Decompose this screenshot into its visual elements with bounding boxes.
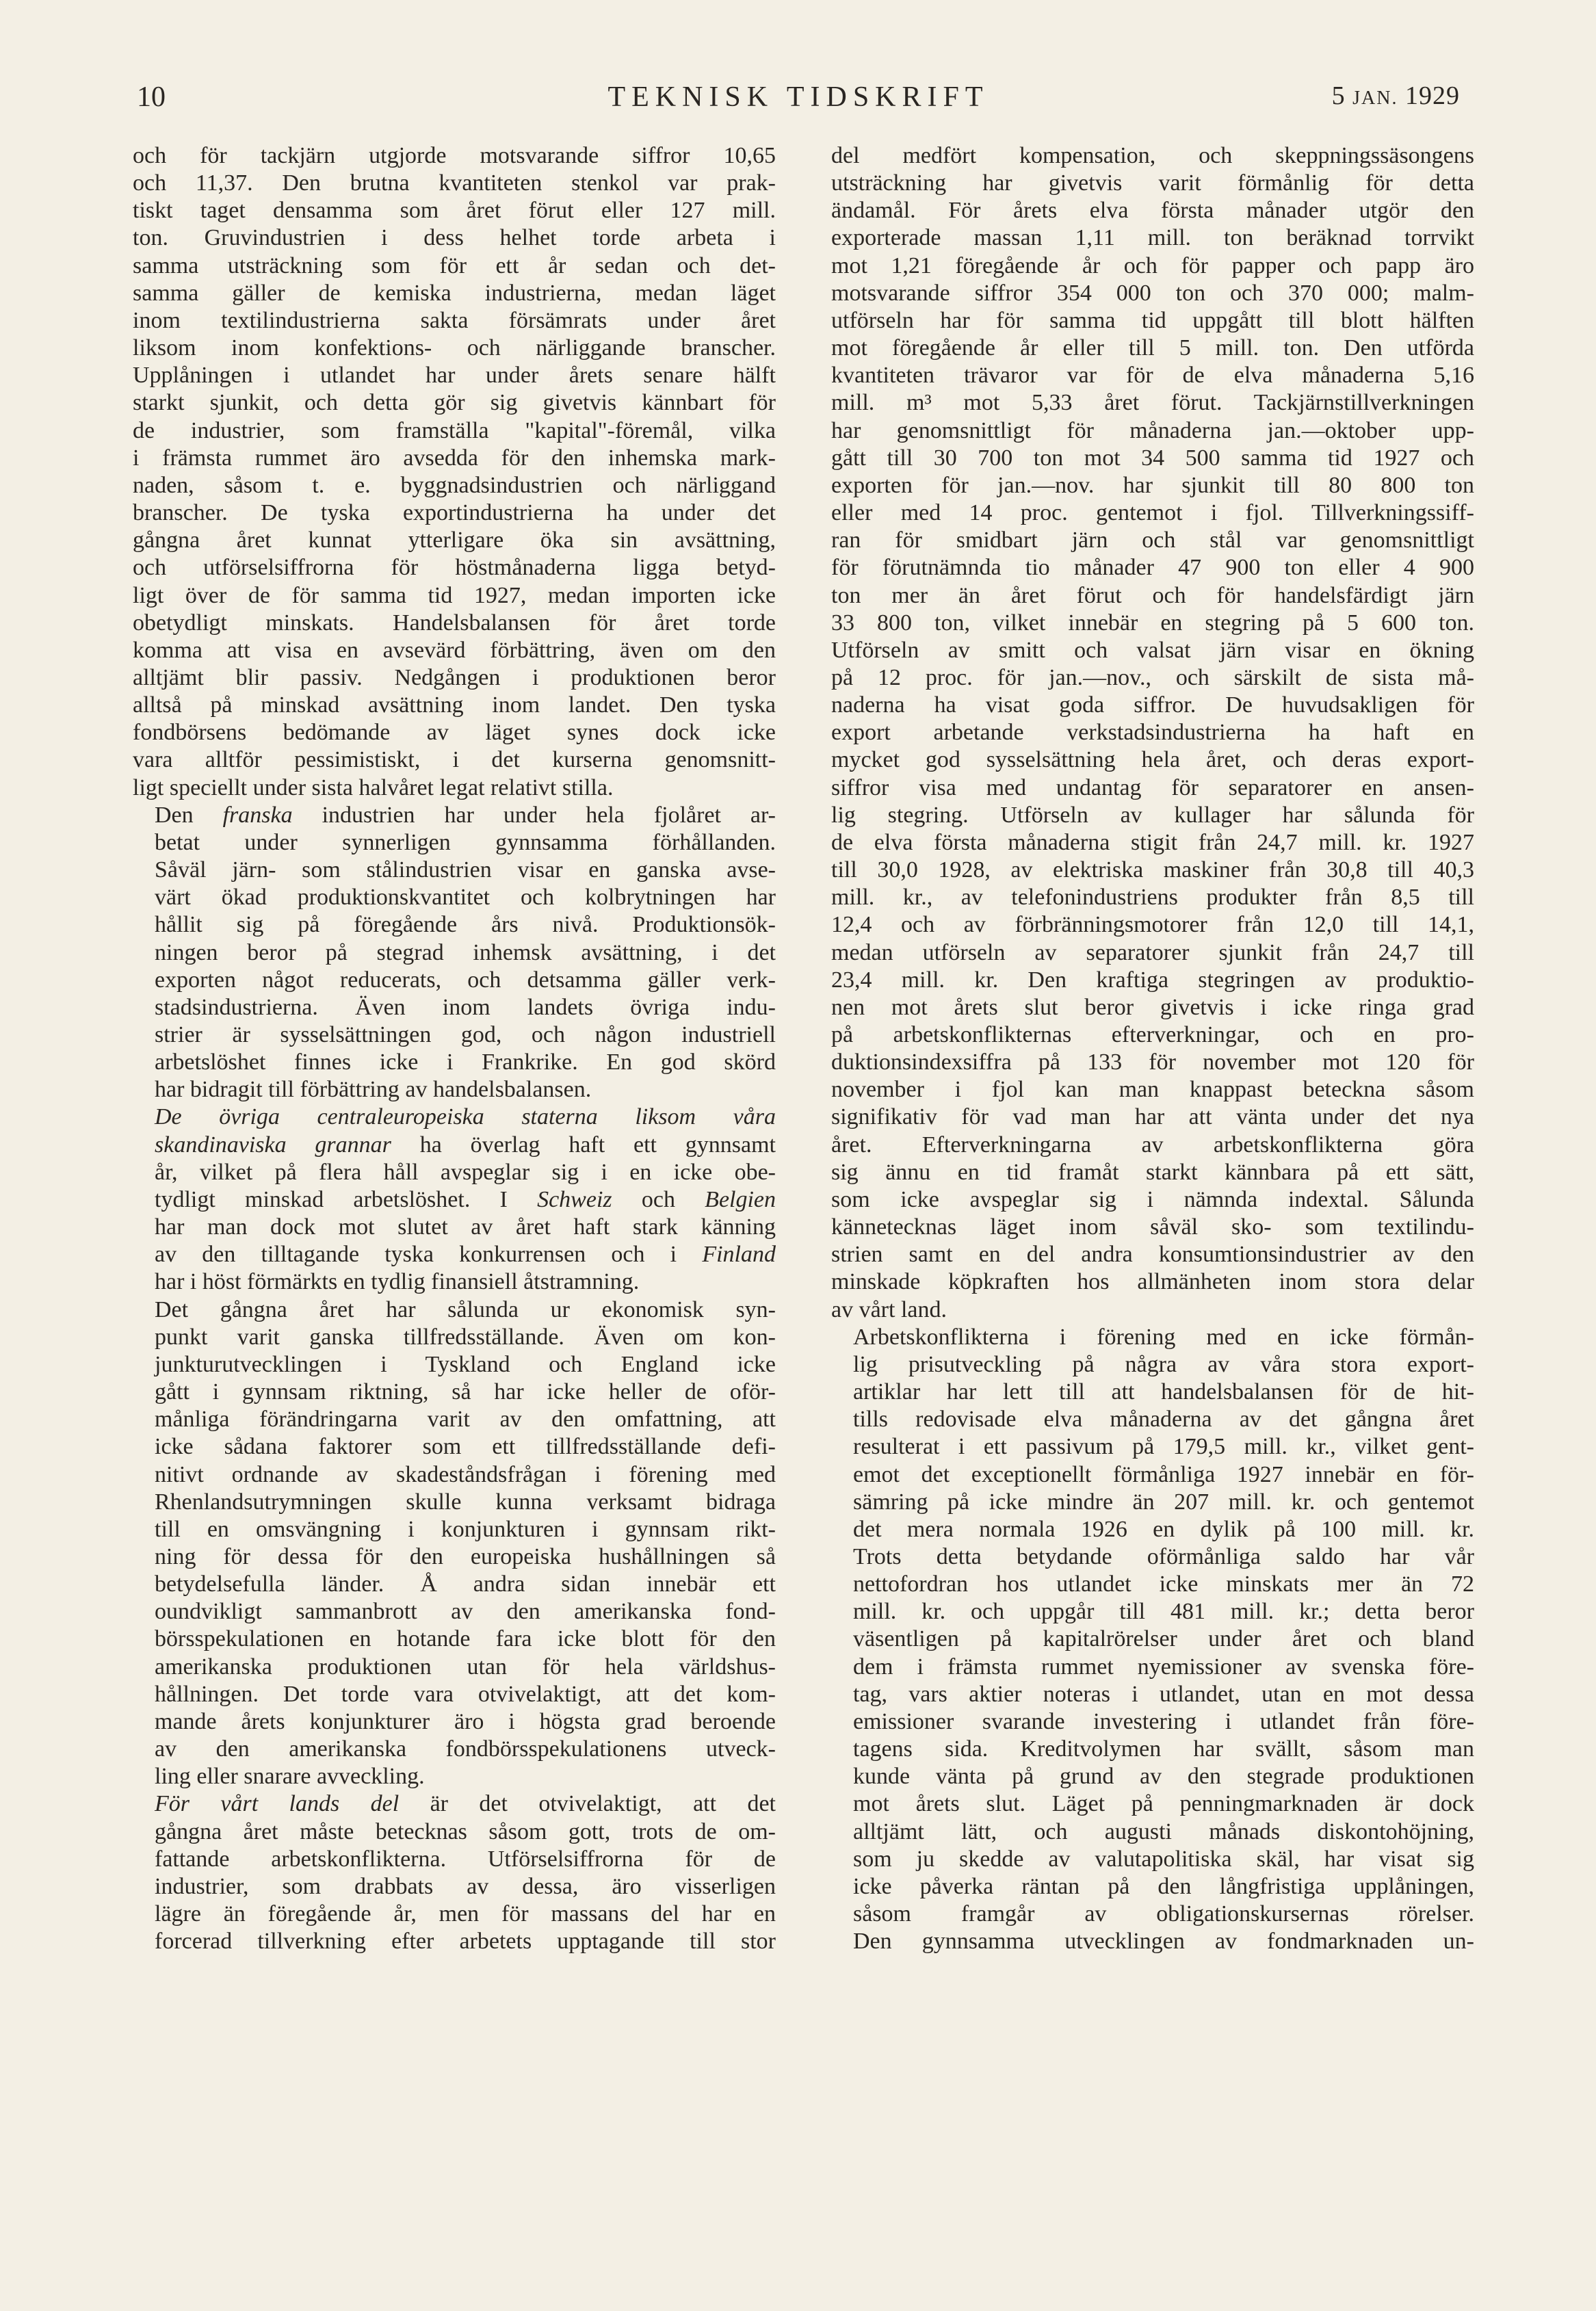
- text-line: de elva första månaderna stigit från 24,7 mill. kr. 1927: [831, 829, 1474, 855]
- text-line: månliga förändringarna varit av den omfattning, att: [155, 1407, 776, 1433]
- text-line: amerikanska produktionen utan för hela världshus-: [155, 1654, 776, 1680]
- text-line: hållit sig på föregående års nivå. Produktionsök-: [155, 912, 776, 938]
- text-line: har man dock mot slutet av året haft stark känning: [155, 1214, 776, 1240]
- text-line: del medfört kompensation, och skeppningssäsongens: [831, 143, 1474, 168]
- text-line: gått i gynnsam riktning, så har icke heller de oför-: [155, 1379, 776, 1405]
- text-line: resulterat i ett passivum på 179,5 mill. kr., vilket gent-: [853, 1434, 1474, 1460]
- text-line: det mera normala 1926 en dylik på 100 mill. kr.: [853, 1516, 1474, 1542]
- text-line: Arbetskonflikterna i förening med en icke förmån-: [853, 1324, 1474, 1350]
- text-line: tag, vars aktier noteras i utlandet, utan en mot dessa: [853, 1681, 1474, 1707]
- text-line: mande årets konjunkturer äro i högsta grad beroende: [155, 1708, 776, 1734]
- text-line: hållningen. Det torde vara otvivelaktigt, att det kom-: [155, 1681, 776, 1707]
- emphasis: franska: [222, 802, 293, 828]
- date-month: JAN.: [1352, 88, 1398, 109]
- text-line: nettofordran hos utlandet icke minskats mer än 72: [853, 1571, 1474, 1597]
- text-line: av vårt land.: [831, 1296, 947, 1322]
- text-line: sig ännu en tid framåt starkt kännbara på ett sätt,: [831, 1159, 1474, 1185]
- paragraph: [133, 142, 776, 802]
- text-line: mycket god sysselsättning hela året, och deras export-: [831, 747, 1474, 773]
- text-line: alltjämt lätt, och augusti månads diskontohöjning,: [853, 1818, 1474, 1844]
- paragraph: [831, 142, 1474, 1324]
- text-line: år, vilket på flera håll avspeglar sig i en icke obe-: [155, 1159, 776, 1185]
- text-line: kvantiteten trävaror var för de elva månaderna 5,16: [831, 363, 1474, 389]
- text-line: mot årets slut. Läget på penningmarknaden är dock: [853, 1791, 1474, 1817]
- emphasis: skandinaviska grannar: [155, 1132, 391, 1158]
- text-line: som ju skedde av valutapolitiska skäl, har visat sig: [853, 1846, 1474, 1872]
- text-line: börsspekulationen en hotande fara icke blott för den: [155, 1626, 776, 1652]
- date-year: 1929: [1405, 81, 1460, 110]
- text-line: junkturutvecklingen i Tyskland och England icke: [155, 1351, 776, 1377]
- text-line: värt ökad produktionskvantitet och kolbrytningen har: [155, 885, 776, 911]
- text-line: artiklar har lett till att handelsbalansen för de hit-: [853, 1379, 1474, 1405]
- text-line: lig prisutveckling på några av våra stora export-: [853, 1351, 1474, 1377]
- text-line: betydelsefulla länder. Å andra sidan innebär ett: [155, 1571, 776, 1597]
- paragraph: [831, 1324, 1474, 1956]
- emphasis: Schweiz: [537, 1186, 612, 1212]
- text-line: [133, 1241, 776, 1268]
- text-line: eller med 14 proc. gentemot i fjol. Tillverkningssiff-: [831, 500, 1474, 526]
- text-line: mot 1,21 föregående år och för papper och papp äro: [831, 252, 1474, 278]
- text-line: [133, 1132, 776, 1159]
- text-line: stadsindustrierna. Även inom landets övriga indu-: [155, 994, 776, 1020]
- paragraph: [133, 1790, 776, 1955]
- text-line: ton. Gruvindustrien i dess helhet torde arbeta i: [133, 225, 776, 251]
- text-line: Trots detta betydande oförmånliga saldo har vår: [853, 1543, 1474, 1569]
- text-line: nen mot årets slut beror givetvis i icke ringa grad: [831, 994, 1474, 1020]
- paragraph: [133, 802, 776, 1104]
- text-line: ligt över de för samma tid 1927, medan importen icke: [133, 582, 776, 608]
- text-line: ningen beror på stegrad inhemsk avsättning, i det: [155, 939, 776, 965]
- text-line: gångna året måste betecknas såsom gott, trots de om-: [155, 1818, 776, 1844]
- text-line: forcerad tillverkning efter arbetets upptagande till stor: [155, 1929, 776, 1955]
- text: Den: [155, 802, 223, 828]
- text-line: och för tackjärn utgjorde motsvarande siffror 10,65: [133, 143, 776, 168]
- text-line: exporten för jan.—nov. har sjunkit till 80 800 ton: [831, 472, 1474, 498]
- emphasis: Belgien: [705, 1186, 776, 1212]
- text-line: ning för dessa för den europeiska hushållningen så: [155, 1543, 776, 1569]
- text-line: duktionsindexsiffra på 133 för november mot 120 för: [831, 1049, 1474, 1075]
- text-line: exporterade massan 1,11 mill. ton beräknad torrvikt: [831, 225, 1474, 251]
- text-line: kännetecknas läget inom såväl sko- som textilindu-: [831, 1214, 1474, 1240]
- text-line: Rhenlandsutrymningen skulle kunna verksamt bidraga: [155, 1489, 776, 1515]
- text-line: har genomsnittligt för månaderna jan.—oktober upp-: [831, 417, 1474, 443]
- text: av den tilltagande tyska konkurrensen och i: [155, 1242, 703, 1268]
- text-line: obetydligt minskats. Handelsbalansen för året torde: [133, 610, 776, 636]
- text-line: såsom framgår av obligationskursernas rörelser.: [853, 1901, 1474, 1927]
- emphasis: Finland: [702, 1242, 776, 1268]
- text-line: de industrier, som framställa "kapital"-föremål, vilka: [133, 417, 776, 443]
- text-line: som icke avspeglar sig i nämnda indextal. Sålunda: [831, 1186, 1474, 1212]
- text-line: 12,4 och av förbränningsmotorer från 12,0 till 14,1,: [831, 912, 1474, 938]
- text: tydligt minskad arbetslöshet. I: [155, 1186, 538, 1212]
- text-line: ton mer än året förut och för handelsfärdigt järn: [831, 582, 1474, 608]
- text-line: liksom inom konfektions- och närliggande branscher.: [133, 335, 776, 361]
- text-line: på 12 proc. för jan.—nov., och särskilt de sista må-: [831, 664, 1474, 690]
- text-line: nitivt ordnande av skadeståndsfrågan i förening med: [155, 1461, 776, 1487]
- text-line: naden, såsom t. e. byggnadsindustrien och närliggand: [133, 472, 776, 498]
- page-header: [137, 81, 1460, 122]
- text-line: fattande arbetskonflikterna. Utförselsiffrorna för de: [155, 1846, 776, 1872]
- text: och: [612, 1186, 705, 1212]
- text-line: till 30,0 1928, av elektriska maskiner från 30,8 till 40,3: [831, 857, 1474, 883]
- paragraph: [133, 1296, 776, 1791]
- text-line: 33 800 ton, vilket innebär en stegring på 5 600 ton.: [831, 610, 1474, 636]
- issue-date: [1332, 81, 1460, 111]
- text-line: motsvarande siffror 354 000 ton och 370 000; malm-: [831, 280, 1474, 306]
- text-line: strien samt en del andra konsumtionsindustrier av den: [831, 1242, 1474, 1268]
- text-line: siffror visa med undantag för separatorer en ansen-: [831, 774, 1474, 800]
- text-line: branscher. De tyska exportindustrierna ha under det: [133, 500, 776, 526]
- date-day: 5: [1331, 81, 1346, 110]
- text-line: i främsta rummet äro avsedda för den inhemska mark-: [133, 445, 776, 471]
- text-line: ling eller snarare avveckling.: [155, 1764, 425, 1790]
- text-line: export arbetande verkstadsindustrierna ha haft en: [831, 720, 1474, 746]
- text-line: industrier, som drabbats av dessa, äro visserligen: [155, 1873, 776, 1899]
- text-line: samma utsträckning som för ett år sedan och det-: [133, 252, 776, 278]
- text-line: gått till 30 700 ton mot 34 500 samma tid 1927 och: [831, 445, 1474, 471]
- text-line: väsentligen på kapitalrörelser under året och bland: [853, 1626, 1474, 1652]
- text-line: för förutnämnda tio månader 47 900 ton eller 4 900: [831, 555, 1474, 581]
- paragraph: [133, 1104, 776, 1296]
- text-line: arbetslöshet finnes icke i Frankrike. En god skörd: [155, 1049, 776, 1075]
- text-line: medan utförseln av separatorer sjunkit från 24,7 till: [831, 939, 1474, 965]
- text-line: icke sådana faktorer som ett tillfredsställande defi-: [155, 1434, 776, 1460]
- text-line: har bidragit till förbättring av handelsbalansen.: [155, 1077, 592, 1103]
- text-line: starkt sjunkit, och detta gör sig givetvis kännbart för: [133, 390, 776, 416]
- text-line: emot det exceptionellt förmånliga 1927 innebär en för-: [853, 1461, 1474, 1487]
- text-line: inom textilindustrierna sakta försämrats under året: [133, 307, 776, 333]
- text-line: emissioner svarande investering i utlandet från före-: [853, 1708, 1474, 1734]
- text-line: ran för smidbart järn och stål var genomsnittligt: [831, 527, 1474, 553]
- text-line: och 11,37. Den brutna kvantiteten stenkol var prak-: [133, 170, 776, 196]
- text-line: året. Efterverkningarna av arbetskonflikterna göra: [831, 1132, 1474, 1158]
- text-line: [133, 1104, 776, 1131]
- text-line: 23,4 mill. kr. Den kraftiga stegringen av produktio-: [831, 967, 1474, 993]
- text-line: utförseln har för samma tid uppgått till blott hälften: [831, 307, 1474, 333]
- text-line: [133, 1186, 776, 1214]
- text-line: exporten något reducerats, och detsamma gäller verk-: [155, 967, 776, 993]
- right-column: [831, 142, 1474, 1955]
- text-line: naderna ha visat goda siffror. De huvudsakligen för: [831, 692, 1474, 718]
- text-line: alltjämt blir passiv. Nedgången i produktionen beror: [133, 664, 776, 690]
- text-line: vara alltför pessimistiskt, i det kurserna genomsnitt-: [133, 747, 776, 773]
- text-line: signifikativ för vad man har att vänta under det nya: [831, 1104, 1474, 1130]
- text-line: icke påverka räntan på den långfristiga upplåningen,: [853, 1873, 1474, 1899]
- text-line: av den amerikanska fondbörsspekulationens utveck-: [155, 1736, 776, 1762]
- text-line: utsträckning har givetvis varit förmånlig för detta: [831, 170, 1474, 196]
- text-line: Såväl järn- som stålindustrien visar en ganska avse-: [155, 857, 776, 883]
- text-line: kunde vänta på grund av den stegrade produktionen: [853, 1764, 1474, 1790]
- text-line: [133, 1790, 776, 1818]
- text-line: och utförselsiffrorna för höstmånaderna ligga betyd-: [133, 555, 776, 581]
- text: ha överlag haft ett gynnsamt: [391, 1132, 776, 1158]
- emphasis: För vårt lands del: [155, 1791, 400, 1817]
- emphasis: De övriga centraleuropeiska staterna liksom våra: [155, 1104, 776, 1130]
- text-line: dem i främsta rummet nyemissioner av svenska före-: [853, 1654, 1474, 1680]
- text-line: alltså på minskad avsättning inom landet. Den tyska: [133, 692, 776, 718]
- page-number: 10: [137, 81, 166, 113]
- text-line: [133, 802, 776, 829]
- text-line: på arbetskonflikternas efterverkningar, och en pro-: [831, 1022, 1474, 1047]
- text-line: Upplåningen i utlandet har under årets senare hälft: [133, 363, 776, 389]
- text-line: oundvikligt sammanbrott av den amerikanska fond-: [155, 1599, 776, 1625]
- text-line: till en omsvängning i konjunkturen i gynnsam rikt-: [155, 1516, 776, 1542]
- journal-title: TEKNISK TIDSKRIFT: [607, 81, 989, 113]
- text-line: lig stegring. Utförseln av kullager har sålunda för: [831, 802, 1474, 828]
- text-line: gångna året kunnat ytterligare öka sin avsättning,: [133, 527, 776, 553]
- text-line: mot föregående år eller till 5 mill. ton. Den utförda: [831, 335, 1474, 361]
- text-line: betat under synnerligen gynnsamma förhållanden.: [155, 829, 776, 855]
- text-line: sämring på icke mindre än 207 mill. kr. och gentemot: [853, 1489, 1474, 1515]
- text-line: Den gynnsamma utvecklingen av fondmarknaden un-: [853, 1929, 1474, 1955]
- text-line: Det gångna året har sålunda ur ekonomisk syn-: [155, 1296, 776, 1322]
- text-line: mill. kr., av telefonindustriens produkter från 8,5 till: [831, 885, 1474, 911]
- text-line: tiskt taget densamma som året förut eller 127 mill.: [133, 198, 776, 224]
- text-line: har i höst förmärkts en tydlig finansiell åtstramning.: [155, 1269, 640, 1295]
- text-line: ligt speciellt under sista halvåret legat relativt stilla.: [133, 774, 614, 800]
- text-line: komma att visa en avsevärd förbättring, även om den: [133, 637, 776, 663]
- text-line: mill. m³ mot 5,33 året förut. Tackjärnstillverkningen: [831, 390, 1474, 416]
- text-line: minskade köpkraften hos allmänheten inom stora delar: [831, 1269, 1474, 1295]
- text: industrien har under hela fjolåret ar-: [292, 802, 776, 828]
- text-line: punkt varit ganska tillfredsställande. Även om kon-: [155, 1324, 776, 1350]
- text-line: Utförseln av smitt och valsat järn visar en ökning: [831, 637, 1474, 663]
- text: är det otvivelaktigt, att det: [399, 1791, 776, 1817]
- text-line: fondbörsens bedömande av läget synes dock icke: [133, 720, 776, 746]
- text-line: strier är sysselsättningen god, och någon industriell: [155, 1022, 776, 1047]
- text-line: ändamål. För årets elva första månader utgör den: [831, 198, 1474, 224]
- text-line: november i fjol kan man knappast beteckna såsom: [831, 1077, 1474, 1103]
- left-column: [133, 142, 776, 1955]
- text-line: lägre än föregående år, men för massans del har en: [155, 1901, 776, 1927]
- text-line: tagens sida. Kreditvolymen har svällt, såsom man: [853, 1736, 1474, 1762]
- text-line: samma gäller de kemiska industrierna, medan läget: [133, 280, 776, 306]
- text-line: tills redovisade elva månaderna av det gångna året: [853, 1407, 1474, 1433]
- text-line: mill. kr. och uppgår till 481 mill. kr.; detta beror: [853, 1599, 1474, 1625]
